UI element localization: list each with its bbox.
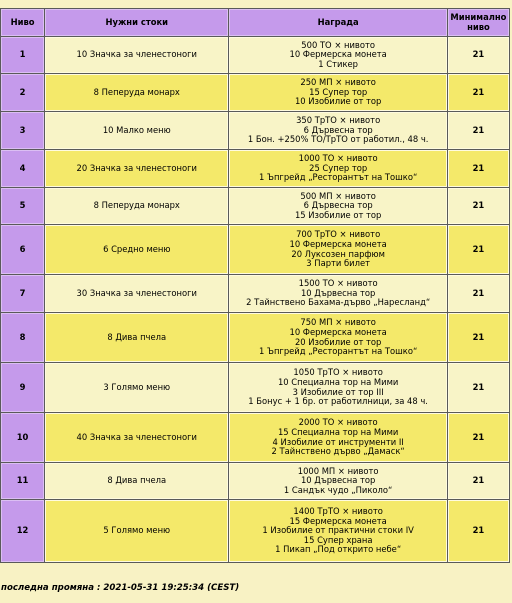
row-required-items: 10 Малко меню	[45, 112, 228, 149]
reward-line: 350 ТрТО × нивото	[296, 115, 381, 126]
row-level: 9	[1, 363, 44, 412]
reward-line: 500 ТО × нивото	[301, 39, 375, 50]
row-required-items: 3 Голямо меню	[45, 363, 228, 412]
header-min-level-line1: Минимално	[450, 11, 507, 22]
row-min-level: 21	[448, 363, 509, 412]
reward-line: 3 Изобилие от тор III	[292, 386, 384, 397]
row-reward	[229, 225, 446, 274]
row-min-level: 21	[448, 37, 509, 73]
reward-line: 2 Тайнствено Бахама-дърво „Наресланд“	[246, 297, 431, 308]
row-required-items: 30 Значка за членестоноги	[45, 275, 228, 312]
reward-line: 15 Фермерска монета	[289, 515, 387, 526]
reward-line: 6 Дървесна тор	[303, 200, 373, 211]
row-min-level: 21	[448, 150, 509, 187]
row-reward	[229, 363, 446, 412]
reward-line: 1 Ъпгрейд „Ресторантът на Тошко“	[258, 346, 418, 357]
header-level: Ниво	[1, 9, 44, 36]
reward-line: 1 Пикап „Под открито небе“	[275, 544, 402, 555]
reward-line: 2 Тайнствено дърво „Дамаск“	[271, 446, 405, 457]
reward-line: 4 Изобилие от инструменти II	[272, 436, 404, 447]
row-required-items: 40 Значка за членестоноги	[45, 413, 228, 462]
reward-line: 6 Дървесна тор	[303, 124, 373, 135]
row-level: 12	[1, 500, 44, 562]
row-reward	[229, 275, 446, 312]
reward-line: 1 Бонус + 1 бр. от работилници, за 48 ч.	[248, 396, 428, 407]
table-row	[1, 150, 509, 187]
header-items: Нужни стоки	[45, 9, 228, 36]
row-reward	[229, 500, 446, 562]
reward-line: 20 Луксозен парфюм	[291, 248, 385, 259]
row-level: 11	[1, 463, 44, 499]
reward-line: 1000 МП × нивото	[297, 465, 379, 476]
row-level: 10	[1, 413, 44, 462]
reward-line: 2000 ТО × нивото	[298, 417, 378, 428]
row-min-level: 21	[448, 275, 509, 312]
row-required-items: 8 Пеперуда монарх	[45, 188, 228, 224]
table-row	[1, 313, 509, 362]
reward-line: 1 Стикер	[318, 58, 358, 69]
row-min-level: 21	[448, 74, 509, 111]
row-required-items: 5 Голямо меню	[45, 500, 228, 562]
row-reward	[229, 150, 446, 187]
row-min-level: 21	[448, 188, 509, 224]
reward-line: 15 Супер тор	[309, 86, 368, 97]
row-level: 1	[1, 37, 44, 73]
reward-line: 10 Дървесна тор	[300, 287, 376, 298]
last-modified-footer: последна промяна : 2021-05-31 19:25:34 (CEST)	[1, 583, 240, 593]
reward-line: 10 Дървесна тор	[300, 475, 376, 486]
row-min-level: 21	[448, 112, 509, 149]
row-reward	[229, 413, 446, 462]
row-reward	[229, 74, 446, 111]
row-min-level: 21	[448, 313, 509, 362]
row-required-items: 20 Значка за членестоноги	[45, 150, 228, 187]
reward-line: 500 МП × нивото	[300, 190, 376, 201]
row-min-level: 21	[448, 463, 509, 499]
reward-line: 750 МП × нивото	[300, 317, 376, 328]
table-row	[1, 74, 509, 111]
reward-line: 15 Изобилие от тор	[294, 209, 382, 220]
table-row	[1, 225, 509, 274]
reward-line: 15 Специална тор на Мими	[277, 426, 399, 437]
header-reward: Награда	[229, 9, 446, 36]
reward-line: 700 ТрТО × нивото	[296, 229, 381, 240]
table-row	[1, 463, 509, 499]
reward-line: 10 Фермерска монета	[289, 238, 387, 249]
reward-line: 10 Специална тор на Мими	[277, 376, 399, 387]
reward-line: 1050 ТрТО × нивото	[293, 367, 383, 378]
row-min-level: 21	[448, 500, 509, 562]
reward-line: 25 Супер тор	[309, 162, 368, 173]
reward-line: 10 Фермерска монета	[289, 326, 387, 337]
reward-line: 10 Фермерска монета	[289, 49, 387, 60]
header-row	[1, 9, 509, 36]
reward-line: 10 Изобилие от тор	[294, 96, 382, 107]
header-min-level	[448, 9, 509, 36]
reward-line: 1 Ъпгрейд „Ресторантът на Тошко“	[258, 172, 418, 183]
reward-line: 1000 ТО × нивото	[298, 153, 378, 164]
reward-line: 1500 ТО × нивото	[298, 278, 378, 289]
row-required-items: 8 Дива пчела	[45, 313, 228, 362]
reward-line: 3 Парти билет	[306, 258, 370, 269]
table-row	[1, 363, 509, 412]
row-reward	[229, 313, 446, 362]
rewards-table	[0, 8, 510, 563]
reward-line: 1 Изобилие от практични стоки IV	[262, 525, 414, 536]
row-reward	[229, 37, 446, 73]
reward-line: 1 Сандък чудо „Пиколо“	[283, 484, 393, 495]
table-row	[1, 413, 509, 462]
row-reward	[229, 463, 446, 499]
row-level: 8	[1, 313, 44, 362]
row-required-items: 6 Средно меню	[45, 225, 228, 274]
row-level: 2	[1, 74, 44, 111]
reward-line: 1 Бон. +250% ТО/ТрТО от работил., 48 ч.	[247, 134, 429, 145]
table-row	[1, 112, 509, 149]
reward-line: 15 Супер храна	[303, 534, 373, 545]
reward-line: 250 МП × нивото	[300, 77, 376, 88]
reward-line: 20 Изобилие от тор	[294, 336, 382, 347]
row-min-level: 21	[448, 413, 509, 462]
row-level: 3	[1, 112, 44, 149]
table-row	[1, 500, 509, 562]
table-row	[1, 188, 509, 224]
table-row	[1, 37, 509, 73]
row-required-items: 10 Значка за членестоноги	[45, 37, 228, 73]
row-reward	[229, 188, 446, 224]
header-min-level-line2: ниво	[467, 21, 490, 32]
row-required-items: 8 Дива пчела	[45, 463, 228, 499]
row-level: 5	[1, 188, 44, 224]
row-level: 6	[1, 225, 44, 274]
row-reward	[229, 112, 446, 149]
table-row	[1, 275, 509, 312]
row-level: 7	[1, 275, 44, 312]
row-level: 4	[1, 150, 44, 187]
row-min-level: 21	[448, 225, 509, 274]
row-required-items: 8 Пеперуда монарх	[45, 74, 228, 111]
reward-line: 1400 ТрТО × нивото	[293, 506, 383, 517]
